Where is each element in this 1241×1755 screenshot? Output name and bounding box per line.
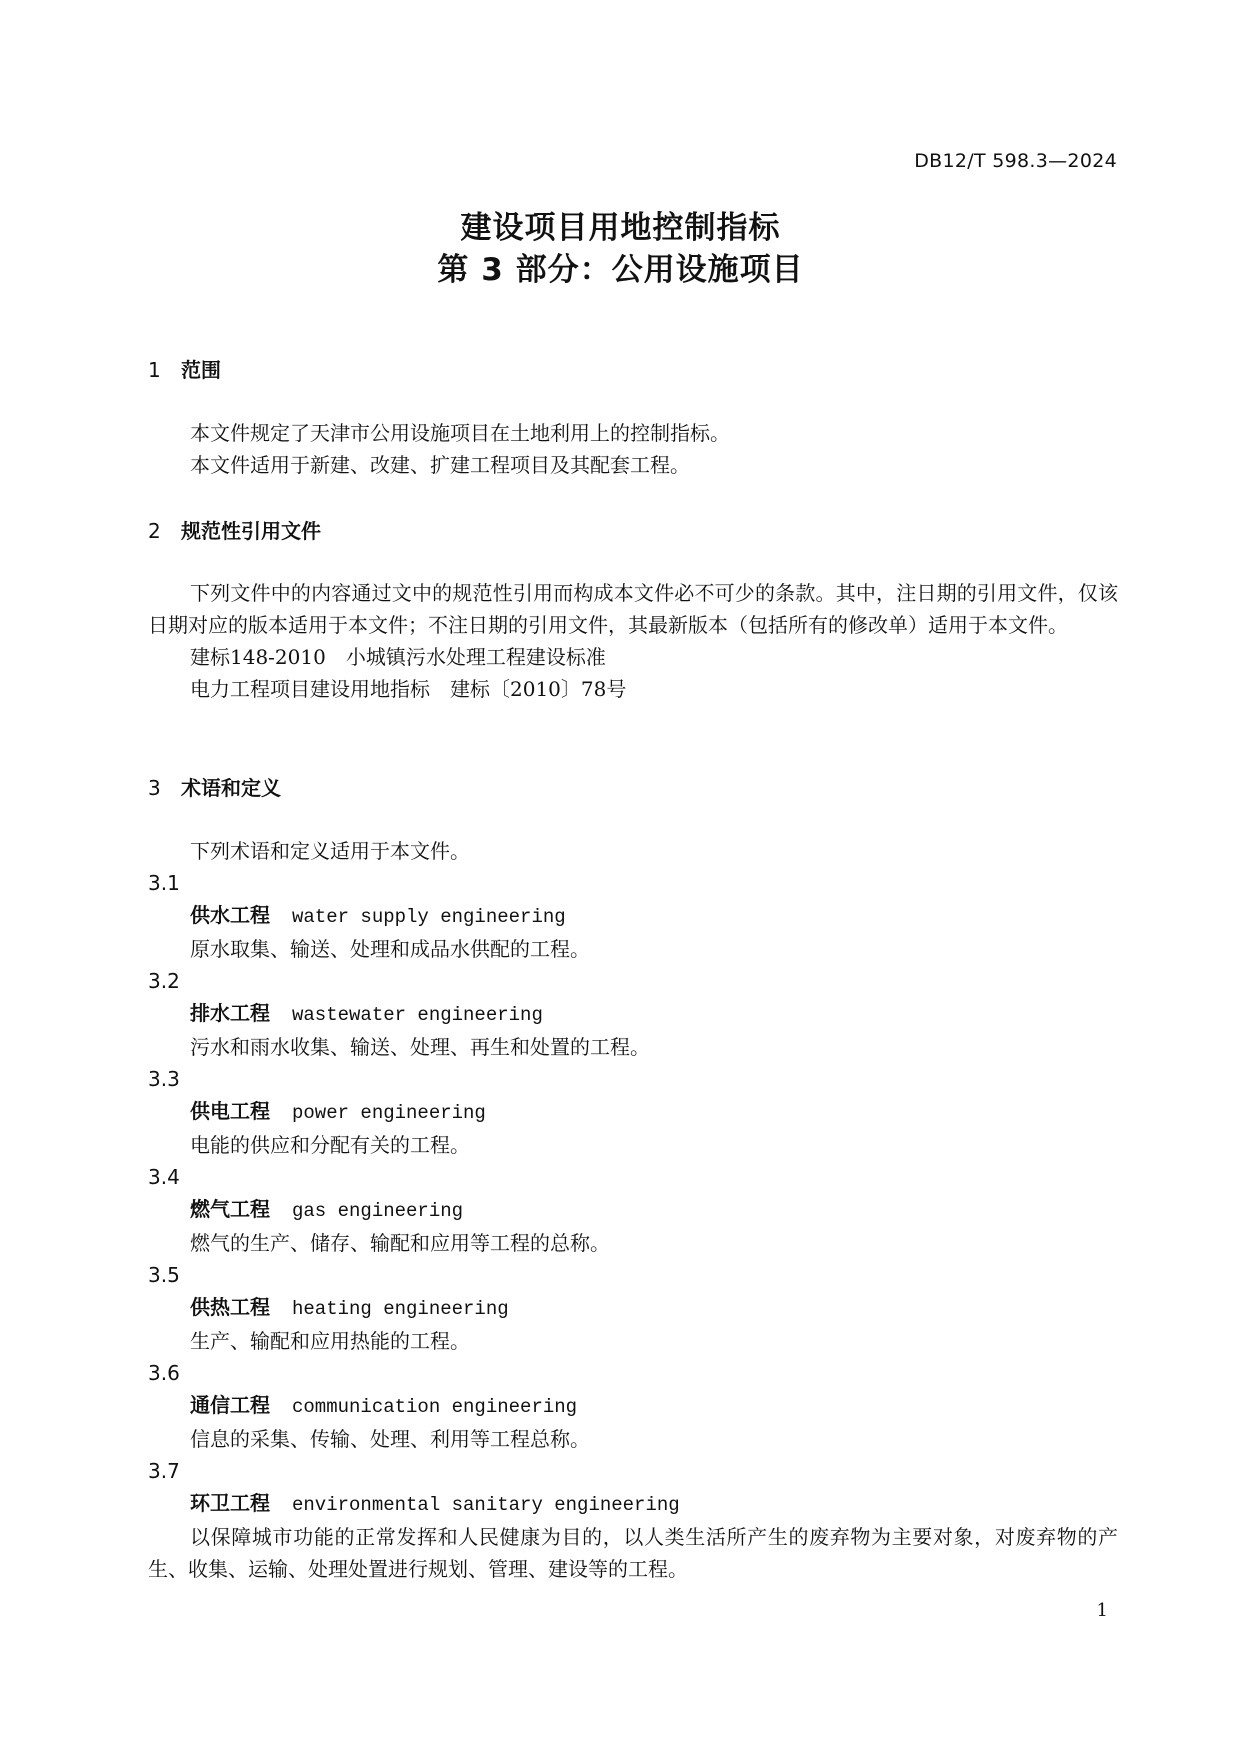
reference-item: 建标148-2010 小城镇污水处理工程建设标准 <box>190 645 606 669</box>
section-heading: 2 规范性引用文件 <box>148 519 321 543</box>
term-definition: 污水和雨水收集、输送、处理、再生和处置的工程。 <box>190 1035 650 1059</box>
section-1 <box>148 355 1118 385</box>
term-zh: 供电工程 <box>190 1099 270 1123</box>
document-code: DB12/T 598.3—2024 <box>914 150 1117 172</box>
document-title: 建设项目用地控制指标 <box>460 210 781 246</box>
section-2-body <box>148 577 1118 705</box>
term-entry <box>148 1193 1118 1227</box>
section-heading: 3 术语和定义 <box>148 776 281 800</box>
section-3 <box>148 773 1118 803</box>
term-zh: 燃气工程 <box>190 1197 270 1221</box>
term-number: 3.6 <box>148 1361 180 1385</box>
section-2 <box>148 516 1118 546</box>
term-zh: 排水工程 <box>190 1001 270 1025</box>
term-zh: 供热工程 <box>190 1295 270 1319</box>
section-3-body <box>148 835 1118 1585</box>
term-number: 3.3 <box>148 1067 180 1091</box>
reference-item: 电力工程项目建设用地指标 建标〔2010〕78号 <box>190 677 627 701</box>
term-definition: 生产、输配和应用热能的工程。 <box>190 1329 470 1353</box>
term-number: 3.5 <box>148 1263 180 1287</box>
term-zh: 供水工程 <box>190 903 270 927</box>
term-en: gas engineering <box>292 1200 464 1222</box>
term-en: wastewater engineering <box>292 1004 543 1026</box>
term-definition: 电能的供应和分配有关的工程。 <box>190 1133 470 1157</box>
section-1-body <box>148 417 1118 481</box>
term-definition: 原水取集、输送、处理和成品水供配的工程。 <box>190 937 590 961</box>
term-entry <box>148 1487 1118 1521</box>
term-entry <box>148 997 1118 1031</box>
term-en: water supply engineering <box>292 906 566 928</box>
term-number: 3.7 <box>148 1459 180 1483</box>
paragraph: 本文件规定了天津市公用设施项目在土地利用上的控制指标。 <box>190 421 730 445</box>
term-number: 3.4 <box>148 1165 180 1189</box>
paragraph: 下列术语和定义适用于本文件。 <box>190 839 470 863</box>
term-zh: 环卫工程 <box>190 1491 270 1515</box>
term-definition: 信息的采集、传输、处理、利用等工程总称。 <box>190 1427 590 1451</box>
term-entry <box>148 1291 1118 1325</box>
term-entry <box>148 899 1118 933</box>
term-number: 3.2 <box>148 969 180 993</box>
term-entry <box>148 1095 1118 1129</box>
paragraph: 本文件适用于新建、改建、扩建工程项目及其配套工程。 <box>190 453 690 477</box>
term-definition: 燃气的生产、储存、输配和应用等工程的总称。 <box>190 1231 610 1255</box>
page-number: 1 <box>1096 1600 1108 1621</box>
paragraph: 下列文件中的内容通过文中的规范性引用而构成本文件必不可少的条款。其中，注日期的引用文件，仅该日期对应的版本适用于本文件；不注日期的引用文件，其最新版本（包括所有的修改单）适用于本文件。 <box>148 581 1118 637</box>
term-en: power engineering <box>292 1102 486 1124</box>
section-heading: 1 范围 <box>148 358 221 382</box>
term-en: heating engineering <box>292 1298 509 1320</box>
term-zh: 通信工程 <box>190 1393 270 1417</box>
document-subtitle: 第 3 部分：公用设施项目 <box>437 252 804 288</box>
term-number: 3.1 <box>148 871 180 895</box>
term-entry <box>148 1389 1118 1423</box>
term-en: environmental sanitary engineering <box>292 1494 680 1516</box>
term-en: communication engineering <box>292 1396 578 1418</box>
term-definition: 以保障城市功能的正常发挥和人民健康为目的，以人类生活所产生的废弃物为主要对象，对废弃物的产生、收集、运输、处理处置进行规划、管理、建设等的工程。 <box>148 1525 1118 1581</box>
